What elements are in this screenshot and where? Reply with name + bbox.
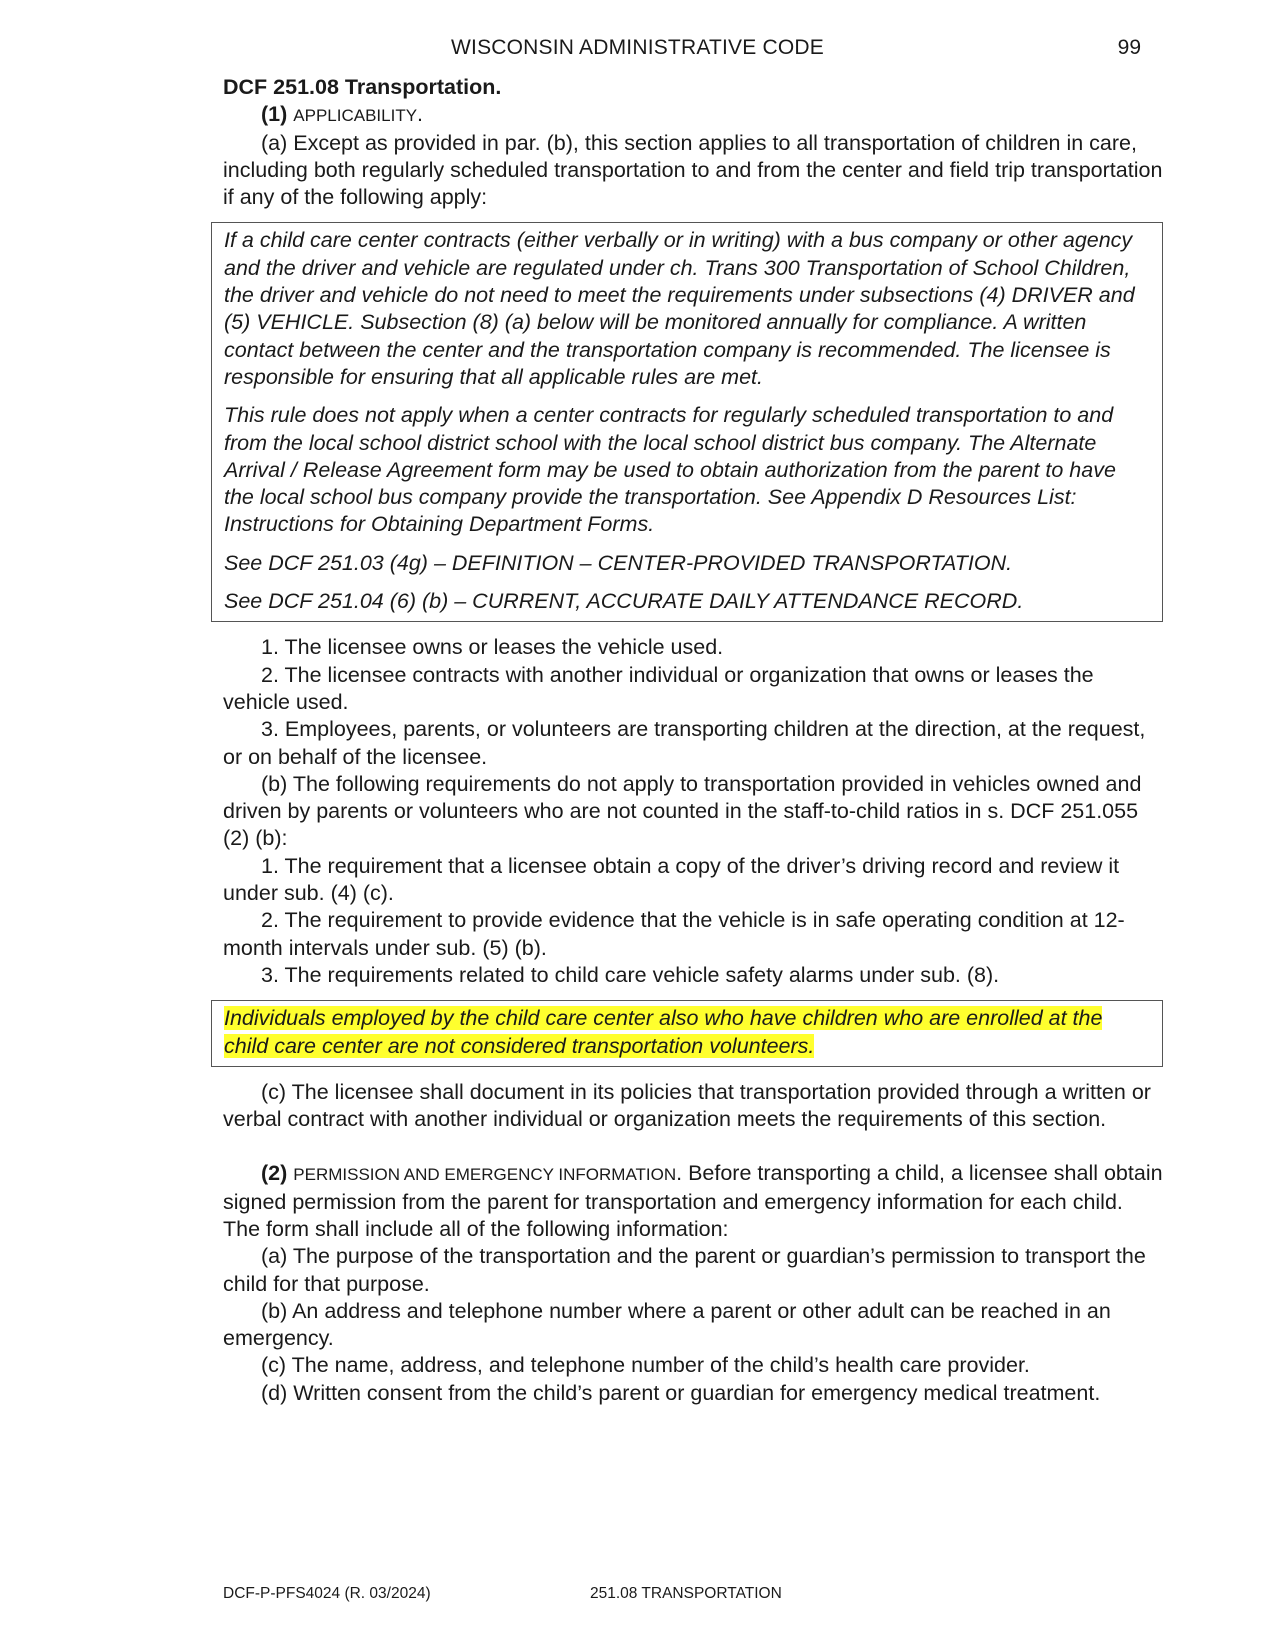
page-number: 99 — [1117, 36, 1141, 59]
note-reference: See DCF 251.03 (4g) – DEFINITION – CENTER-PROVIDED TRANSPORTATION. — [224, 550, 1013, 575]
subsection-title: PERMISSION AND EMERGENCY INFORMATION — [293, 1165, 677, 1185]
highlighted-note — [224, 1005, 1150, 1060]
page-header — [0, 36, 1275, 66]
paragraph-a: (a) Except as provided in par. (b), this section applies to all transportation of children in care, including both regularly scheduled transportation to and from the center and field trip transportation if any of the following apply: — [223, 130, 1163, 210]
subsection-title: APPLICABILITY — [293, 106, 418, 126]
list-item: (d) Written consent from the child’s parent or guardian for emergency medical treatment. — [261, 1380, 1101, 1405]
highlighted-note-box — [211, 1000, 1163, 1067]
footer-section: 251.08 TRANSPORTATION — [590, 1585, 782, 1602]
list-item: 3. Employees, parents, or volunteers are transporting children at the direction, at the request, or on behalf of the licensee. — [223, 717, 1146, 769]
subsection-1-title: (1) APPLICABILITY. — [261, 102, 424, 127]
list-item: 1. The licensee owns or leases the vehicle used. — [261, 635, 724, 660]
list-item: (a) The purpose of the transportation and the parent or guardian’s permission to transport the child for that purpose. — [223, 1244, 1146, 1296]
subsection-number: (2) — [261, 1161, 288, 1186]
section-heading: DCF 251.08 Transportation. — [223, 75, 502, 99]
paragraph-b: (b) The following requirements do not apply to transportation provided in vehicles owned and driven by parents or volunteers who are not counted in the staff-to-child ratios in s. DCF 251.055 (2) (b): — [223, 771, 1142, 851]
note-paragraph: If a child care center contracts (either verbally or in writing) with a bus company or other agency and the driver and vehicle are regulated under ch. Trans 300 Transportation of School Children, the driver and vehicle do not need to meet the requirements under subsections (4) DRIVER and (5) VEHICLE. Subsection (8) (a) below will be monitored annually for compliance. A written contact between the center and the transportation company is recommended. The licensee is responsible for ensuring that all applicable rules are met. — [224, 228, 1135, 389]
guidance-note-box — [211, 222, 1163, 622]
document-title: WISCONSIN ADMINISTRATIVE CODE — [451, 36, 824, 59]
paragraph-c: (c) The licensee shall document in its policies that transportation provided through a written or verbal contract with another individual or organization meets the requirements of this section. — [223, 1079, 1151, 1132]
note-paragraph: This rule does not apply when a center contracts for regularly scheduled transportation to and from the local school district school with the local school district bus company. The Alternate Arrival / Release Agreement form may be used to obtain authorization from the parent to have the local school bus company provide the transportation. See Appendix D Resources List: Instructions for Obtaining Department Forms. — [224, 403, 1116, 537]
list-item: 1. The requirement that a licensee obtain a copy of the driver’s driving record and review it under sub. (4) (c). — [223, 853, 1120, 906]
list-item: 2. The requirement to provide evidence that the vehicle is in safe operating condition at 12-month intervals under sub. (5) (b). — [223, 908, 1125, 960]
subsection-2-intro — [223, 1160, 1163, 1243]
list-item: (c) The name, address, and telephone number of the child’s health care provider. — [261, 1353, 1030, 1378]
note-reference: See DCF 251.04 (6) (b) – CURRENT, ACCURATE DAILY ATTENDANCE RECORD. — [224, 589, 1024, 614]
subsection-number: (1) — [261, 102, 288, 127]
subsection-intro-text: . Before transporting a child, a licensee shall obtain signed permission from the parent for transportation and emergency information for each child. The form shall include all of the following information: — [223, 1161, 1163, 1241]
list-item: (b) An address and telephone number where a parent or other adult can be reached in an emergency. — [223, 1298, 1111, 1351]
list-item: 2. The licensee contracts with another individual or organization that owns or leases the vehicle used. — [223, 662, 1094, 714]
list-item: 3. The requirements related to child care vehicle safety alarms under sub. (8). — [261, 962, 1000, 987]
highlighted-text: Individuals employed by the child care center also who have children who are enrolled at the child care center are not considered transportation volunteers. — [224, 1006, 1103, 1058]
footer-form-id: DCF-P-PFS4024 (R. 03/2024) — [223, 1585, 431, 1602]
page-content — [223, 74, 1163, 1407]
